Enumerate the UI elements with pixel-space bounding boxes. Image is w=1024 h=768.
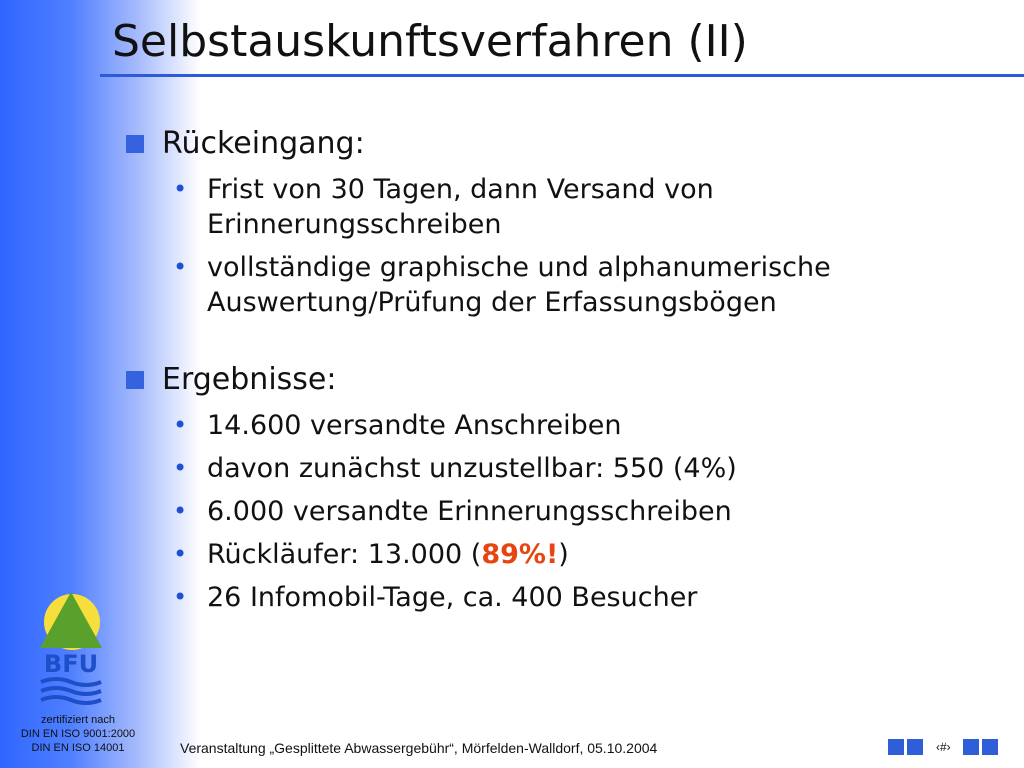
level2-bullet — [173, 494, 1006, 529]
level2-bullet — [173, 172, 1006, 242]
round-bullet-icon: • — [173, 253, 188, 281]
round-bullet-icon: • — [173, 454, 188, 482]
square-bullet-icon — [126, 135, 144, 153]
nav-square-icon[interactable] — [888, 739, 904, 755]
slide-number: ‹#› — [936, 740, 951, 754]
level1-bullet — [126, 124, 1006, 164]
bullet-text: 14.600 versandte Anschreiben — [207, 410, 622, 441]
round-bullet-icon: • — [173, 175, 188, 203]
cert-line: DIN EN ISO 14001 — [31, 742, 125, 754]
nav-square-icon[interactable] — [963, 739, 979, 755]
round-bullet-icon: • — [173, 411, 188, 439]
slide-content — [126, 124, 1006, 655]
cert-line: zertifiziert nach — [41, 714, 115, 726]
section-rueckeingang — [126, 124, 1006, 320]
footer-text: Veranstaltung „Gesplittete Abwassergebühr“, Mörfelden-Walldorf, 05.10.2004 — [180, 740, 658, 756]
level2-bullet — [173, 408, 1006, 443]
bfu-logo-icon — [38, 588, 104, 708]
bullet-text: 26 Infomobil-Tage, ca. 400 Besucher — [207, 582, 698, 613]
logo-text: BFU — [43, 650, 99, 678]
certification-note — [0, 713, 156, 755]
level1-bullet — [126, 360, 1006, 400]
bullet-text-pre: Rückläufer: 13.000 ( — [207, 539, 482, 570]
round-bullet-icon: • — [173, 583, 188, 611]
round-bullet-icon: • — [173, 497, 188, 525]
section-heading: Ergebnisse: — [162, 362, 337, 397]
bullet-text-post: ) — [558, 539, 569, 570]
level2-bullet — [173, 580, 1006, 615]
square-bullet-icon — [126, 371, 144, 389]
bullet-text: Frist von 30 Tagen, dann Versand von Erinnerungsschreiben — [207, 174, 714, 240]
bullet-text: 6.000 versandte Erinnerungsschreiben — [207, 496, 732, 527]
cert-line: DIN EN ISO 9001:2000 — [20, 728, 136, 740]
section-heading: Rückeingang: — [162, 126, 365, 161]
nav-square-icon[interactable] — [907, 739, 923, 755]
level2-bullet — [173, 537, 1006, 572]
slide-title: Selbstauskunftsverfahren (II) — [112, 16, 748, 67]
highlight-percentage: 89%! — [481, 539, 559, 570]
bullet-text: vollständige graphische und alphanumerische Auswertung/Prüfung der Erfassungsbögen — [207, 252, 831, 318]
level2-bullet — [173, 250, 1006, 320]
bullet-text: davon zunächst unzustellbar: 550 (4%) — [207, 453, 737, 484]
slide-navigation — [888, 737, 1001, 757]
level2-bullet — [173, 451, 1006, 486]
bullet-text — [207, 537, 1006, 572]
title-underline — [100, 74, 1024, 77]
nav-square-icon[interactable] — [982, 739, 998, 755]
round-bullet-icon: • — [173, 540, 188, 568]
section-ergebnisse — [126, 360, 1006, 615]
